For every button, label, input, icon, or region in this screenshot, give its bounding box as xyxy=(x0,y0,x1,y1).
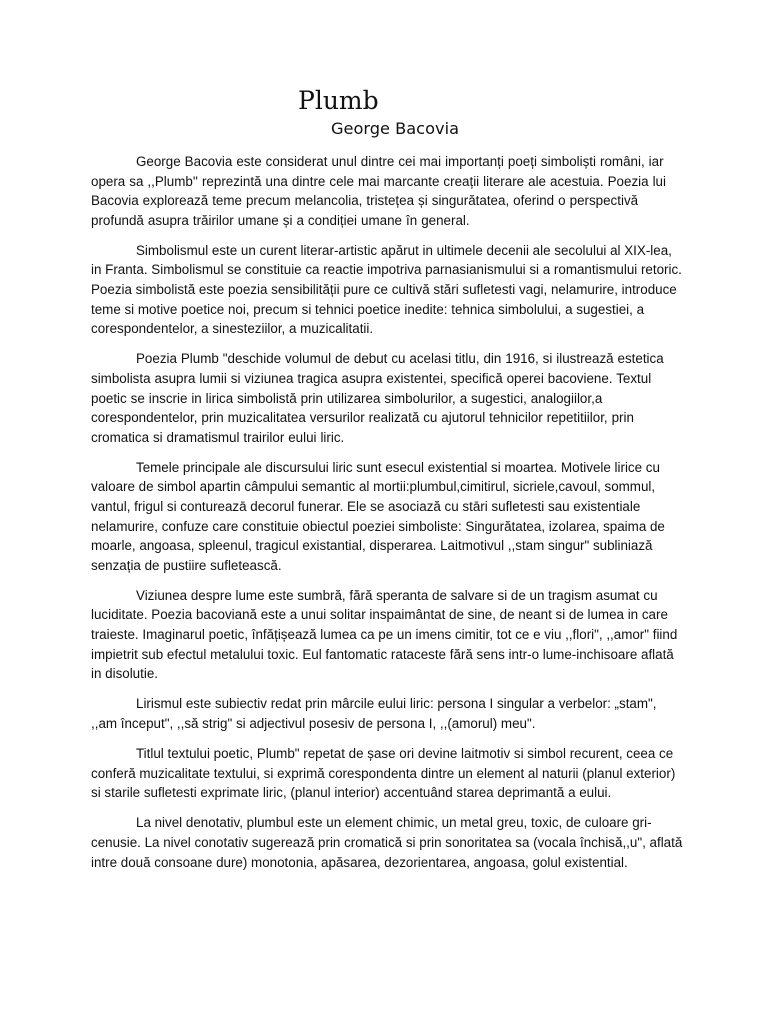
paragraph-introduction: George Bacovia este considerat unul dintre cei mai importanți poeți simboliști români, iar opera sa ,,Plumb'' reprezintă una dintre cele mai marcante creații literare ale acestuia. Poezia lui Bacovia explorează teme precum melancolia, tristețea și singurătatea, oferind o perspectivă profundă asupra trăirilor umane și a condiției umane în general. xyxy=(91,154,666,228)
paragraph-plumb-volume: Poezia Plumb "deschide volumul de debut cu acelasi titlu, din 1916, si ilustrează estetica simbolista asupra lumii si viziunea tragica asupra existentei, specifică operei bacoviene. Textul poetic se inscrie in lirica simbolistă prin utilizarea simbolurilor, a sugestici, analogiilor,a corespondentelor, prin muzicalitatea versurilor realizată cu ajutorul tehnicilor repetitiilor, prin cromatica si dramatismul trairilor eului liric. xyxy=(91,351,664,445)
document-body xyxy=(91,152,683,883)
paragraph-denotative: La nivel denotativ, plumbul este un element chimic, un metal greu, toxic, de culoare gri-cenusie. La nivel conotativ sugerează prin cromatică si prin sonoritatea sa (vocala închisă,,u", aflată intre două consoane dure) monotonia, apăsarea, dezorientarea, angoasa, golul existential. xyxy=(91,815,683,870)
paragraph-lyricism: Lirismul este subiectiv redat prin mârcile eului liric: persona I singular a verbelor: „stam", ,,am început", ,,să strig" si adjectivul posesiv de persona I, ,,(amorul) meu". xyxy=(91,696,657,731)
author-name: George Bacovia xyxy=(331,119,459,138)
paragraph-title-analysis: Titlul textului poetic, Plumb" repetat de șase ori devine laitmotiv si simbol recurent, ceea ce conferă muzicalitate textului, si exprimă corespondenta dintre un element al naturii (planul exterior) si starile sufletesti exprimate liric, (planul interior) accentuând starea deprimantă a eului. xyxy=(91,746,676,801)
paragraph-symbolism: Simbolismul este un curent literar-artistic apărut in ultimele decenii ale secolului al XIX-lea, in Franta. Simbolismul se constituie ca reactie impotriva parnasianismului si a romantismului retoric. Poezia simbolistă este poezia sensibilității pure ce cultivă stări sufletesti vagi, nelamurire, introduce teme si motive poetice noi, precum si tehnici poetice inedite: tehnica simbolului, a sugestiei, a corespondentelor, a sinesteziilor, a muzicalitatii. xyxy=(91,242,682,337)
paragraph-worldview: Viziunea despre lume este sumbră, fără speranta de salvare si de un tragism asumat cu luciditate. Poezia bacoviană este a unui solitar inspaimântat de sine, de neant si de lumea in care traieste. Imaginarul poetic, înfățișează lumea ca pe un imens cimitir, tot ce e viu ,,flori", ,,amor" fiind impietrit sub efectul metalului toxic. Eul fantomatic rataceste fără sens intr-o lume-inchisoare aflată in disolutie. xyxy=(91,587,678,682)
paragraph-themes: Temele principale ale discursului liric sunt esecul existential si moartea. Motivele lirice cu valoare de simbol apartin câmpului semantic al mortii:plumbul,cimitirul, sicriele,cavoul, sommul, vantul, frigul si contureazā decorul funerar. Ele se asociază cu stāri sufletesti sau existentiale nelamurire, confuze care constituie obiectul poeziei simboliste: Singurătatea, izolarea, spaima de moarle, angoasa, spleenul, tragicul existantial, disperarea. Laitmotivul ,,stam singur" subliniază senzația de pustiire sufletească. xyxy=(91,459,665,573)
page-title: Plumb xyxy=(298,86,379,115)
